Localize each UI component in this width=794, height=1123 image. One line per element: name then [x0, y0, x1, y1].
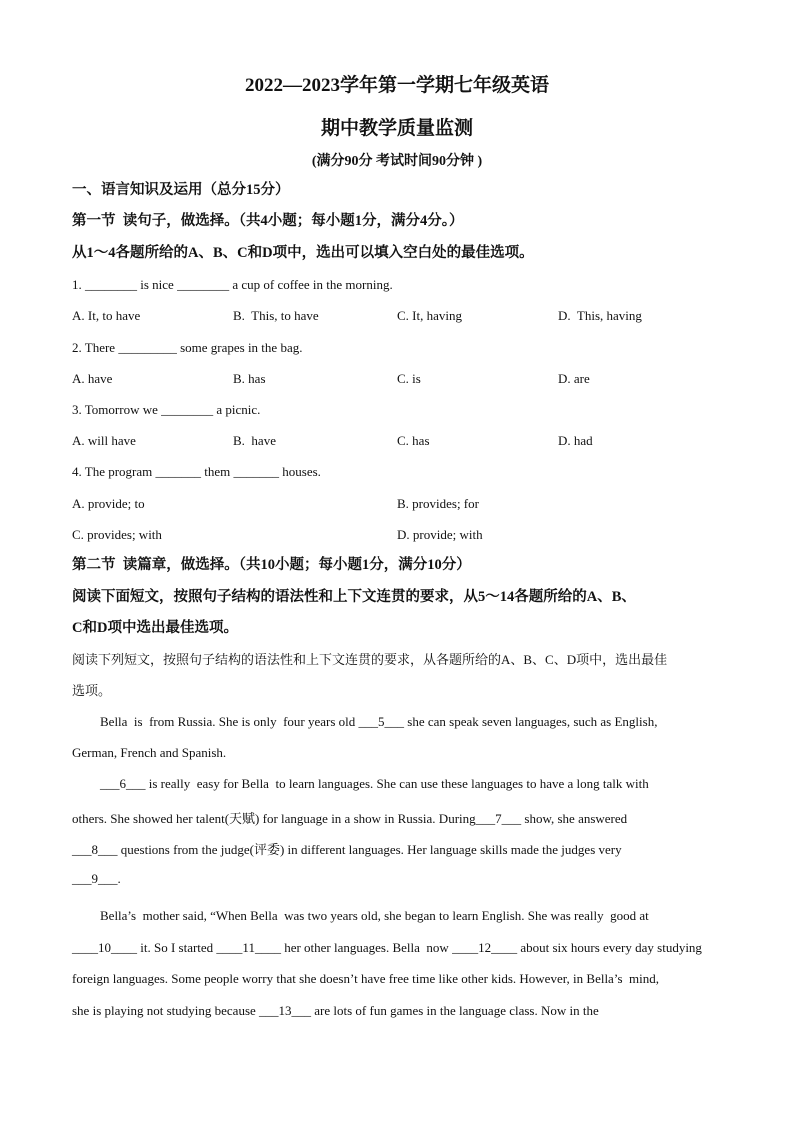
question-4-stem: 4. The program _______ them _______ houses.	[72, 464, 321, 479]
question-1-option-c: C. It, having	[397, 308, 462, 323]
question-1-option-a: A. It, to have	[72, 308, 141, 323]
question-3-option-d: D. had	[558, 433, 593, 448]
part1-heading: 一、语言知识及运用（总分15分）	[72, 182, 290, 198]
question-2-stem: 2. There _________ some grapes in the bag.	[72, 340, 303, 355]
subtitle: (满分90分 考试时间90分钟 )	[311, 154, 483, 169]
question-3-option-c: C. has	[397, 433, 430, 448]
question-4-option-d: D. provide; with	[397, 527, 483, 542]
passage-line: ___9___.	[72, 871, 121, 886]
passage-line: she is playing not studying because ___13___ are lots of fun games in the language class. Now in the	[72, 1003, 599, 1018]
passage-line: Bella is from Russia. She is only four years old ___5___ she can speak seven languages, such as English,	[100, 714, 658, 729]
section1-instruction: 从1～4各题所给的A、B、C和D项中，选出可以填入空白处的最佳选项。	[72, 245, 534, 261]
question-4-option-a: A. provide; to	[72, 496, 145, 511]
passage-line: ____10____ it. So I started ____11____ her other languages. Bella now ____12____ about six hours every day studying	[72, 940, 702, 955]
passage-line: ___6___ is really easy for Bella to learn languages. She can use these languages to have a long talk with	[100, 776, 649, 791]
section2-instruction-bold-2: C和D项中选出最佳选项。	[72, 620, 238, 636]
question-1-option-d: D. This, having	[558, 308, 642, 323]
question-2-option-d: D. are	[558, 371, 590, 386]
question-4-option-c: C. provides; with	[72, 527, 162, 542]
section2-heading: 第二节 读篇章，做选择。（共10小题；每小题1分，满分10分）	[72, 557, 471, 573]
section2-instruction-2: 选项。	[72, 683, 112, 698]
section2-instruction-1: 阅读下列短文，按照句子结构的语法性和上下文连贯的要求，从各题所给的A、B、C、D项中，选出最佳	[72, 652, 668, 667]
question-1-stem: 1. ________ is nice ________ a cup of coffee in the morning.	[72, 277, 393, 292]
question-3-option-b: B. have	[233, 433, 276, 448]
question-2-option-a: A. have	[72, 371, 113, 386]
passage-line: Bella’s mother said, “When Bella was two years old, she began to learn English. She was really good at	[100, 908, 649, 923]
question-1-option-b: B. This, to have	[233, 308, 319, 323]
section2-instruction-bold-1: 阅读下面短文，按照句子结构的语法性和上下文连贯的要求，从5～14各题所给的A、B、	[72, 589, 636, 605]
title-line-1: 2022—2023学年第一学期七年级英语	[244, 75, 549, 96]
passage-line: German, French and Spanish.	[72, 745, 227, 760]
question-2-option-b: B. has	[233, 371, 266, 386]
title-line-2: 期中教学质量监测	[320, 118, 473, 139]
passage-line: foreign languages. Some people worry that she doesn’t have free time like other kids. However, in Bella’s mind,	[72, 971, 659, 986]
question-2-option-c: C. is	[397, 371, 421, 386]
passage-line: others. She showed her talent(天赋) for language in a show in Russia. During___7___ show, she answered	[72, 811, 628, 826]
question-3-option-a: A. will have	[72, 433, 136, 448]
question-4-option-b: B. provides; for	[397, 496, 479, 511]
question-3-stem: 3. Tomorrow we ________ a picnic.	[72, 402, 261, 417]
section1-heading: 第一节 读句子，做选择。（共4小题；每小题1分，满分4分。）	[72, 213, 464, 229]
passage-line: ___8___ questions from the judge(评委) in different languages. Her language skills made the judges very	[72, 842, 622, 857]
